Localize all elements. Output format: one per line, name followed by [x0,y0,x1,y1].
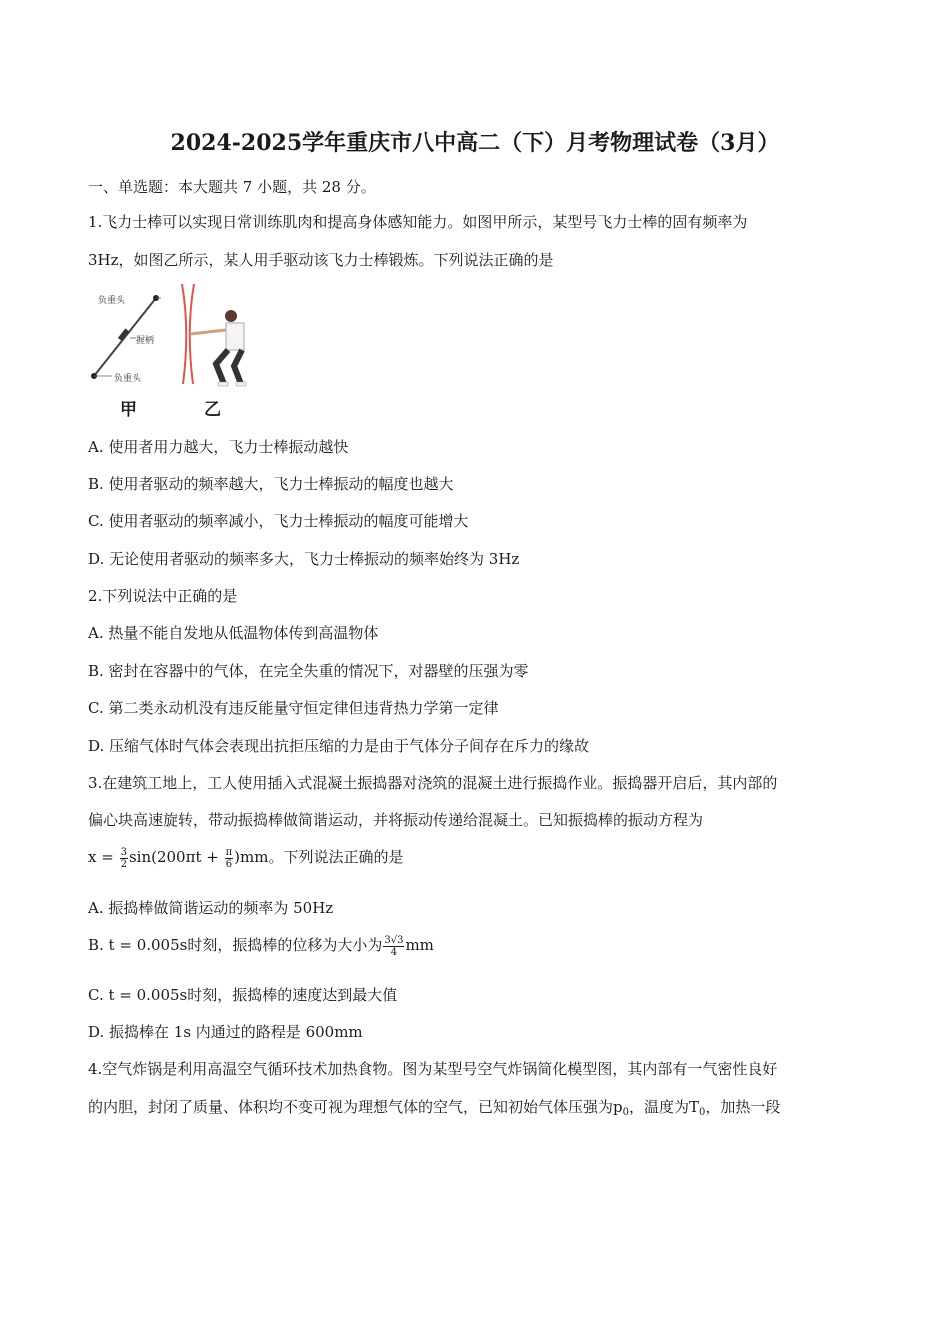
q3-option-d: D. 振捣棒在 1s 内通过的路程是 600mm [88,1023,363,1041]
q2-option-a: A. 热量不能自发地从低温物体传到高温物体 [88,624,379,642]
q3-stem-line2: 偏心块高速旋转，带动振捣棒做简谐运动，并将振动传递给混凝土。已知振捣棒的振动方程为 [88,811,704,829]
displacement-fraction: $\frac{3√3}{4}$ [384,934,404,958]
q1-option-d: D. 无论使用者驱动的频率多大，飞力士棒振动的频率始终为 3Hz [88,550,520,568]
exam-title: 2024-2025学年重庆市八中高二（下）月考物理试卷（3月） [170,130,780,156]
q3-stem-line1: 3.在建筑工地上，工人使用插入式混凝土振捣器对浇筑的混凝土进行振捣作业。振捣器开启后，其内部的 [88,774,778,792]
caption-yi: 乙 [204,400,221,420]
label-top-weight: 负重头 [98,296,126,306]
q3-option-b: B. t = 0.005s时刻，振捣棒的位移为大小为 $\frac{3√3}{4}$ mm [88,934,434,958]
q4-stem-line2: 的内胆，封闭了质量、体积均不变可视为理想气体的空气，已知初始气体压强为$p_0$，温度为$T_0$，加热一段 [88,1098,781,1118]
person-arms [190,330,226,334]
q1-stem-line2: 3Hz，如图乙所示，某人用手驱动该飞力士棒锻炼。下列说法正确的是 [88,251,554,269]
label-grip: 握柄 [136,336,155,346]
q2-stem: 2.下列说法中正确的是 [88,587,238,605]
q1-figure [86,280,276,420]
q4-stem-line1: 4.空气炸锅是利用高温空气循环技术加热食物。图为某型号空气炸锅简化模型图，其内部有一气密性良好 [88,1060,778,1078]
q1-stem-line1: 1.飞力士棒可以实现日常训练肌肉和提高身体感知能力。如图甲所示，某型号飞力士棒的固有频率为 [88,213,748,231]
q2-option-b: B. 密封在容器中的气体，在完全失重的情况下，对器壁的压强为零 [88,662,529,680]
person-head [225,310,237,322]
phase-fraction: $\frac{\pi}{6}$ [225,846,233,870]
vibrating-bar-left [182,284,186,384]
person-leg-back [234,350,242,384]
q1-option-c: C. 使用者驱动的频率减小，飞力士棒振动的幅度可能增大 [88,512,469,530]
person-torso [226,323,244,350]
q1-option-a: A. 使用者用力越大，飞力士棒振动越快 [88,438,349,456]
amplitude-fraction: $\frac{3}{2}$ [120,846,127,870]
person-leg-front [216,350,228,384]
caption-jia: 甲 [120,400,137,420]
q3-option-a: A. 振捣棒做简谐运动的频率为 50Hz [88,899,334,917]
q1-option-b: B. 使用者驱动的频率越大，飞力士棒振动的幅度也越大 [88,475,454,493]
q3-equation: x = $\frac{3}{2}$ sin(200πt + $\frac{\pi}{6}$ )mm。下列说法正确的是 [88,846,404,870]
section-heading: 一、单选题：本大题共 7 小题，共 28 分。 [88,178,376,196]
q3-option-c: C. t = 0.005s时刻，振捣棒的速度达到最大值 [88,986,398,1004]
q2-option-c: C. 第二类永动机没有违反能量守恒定律但违背热力学第一定律 [88,699,499,717]
q2-option-d: D. 压缩气体时气体会表现出抗拒压缩的力是由于气体分子间存在斥力的缘故 [88,737,590,755]
label-bottom-weight: 负重头 [114,374,142,384]
